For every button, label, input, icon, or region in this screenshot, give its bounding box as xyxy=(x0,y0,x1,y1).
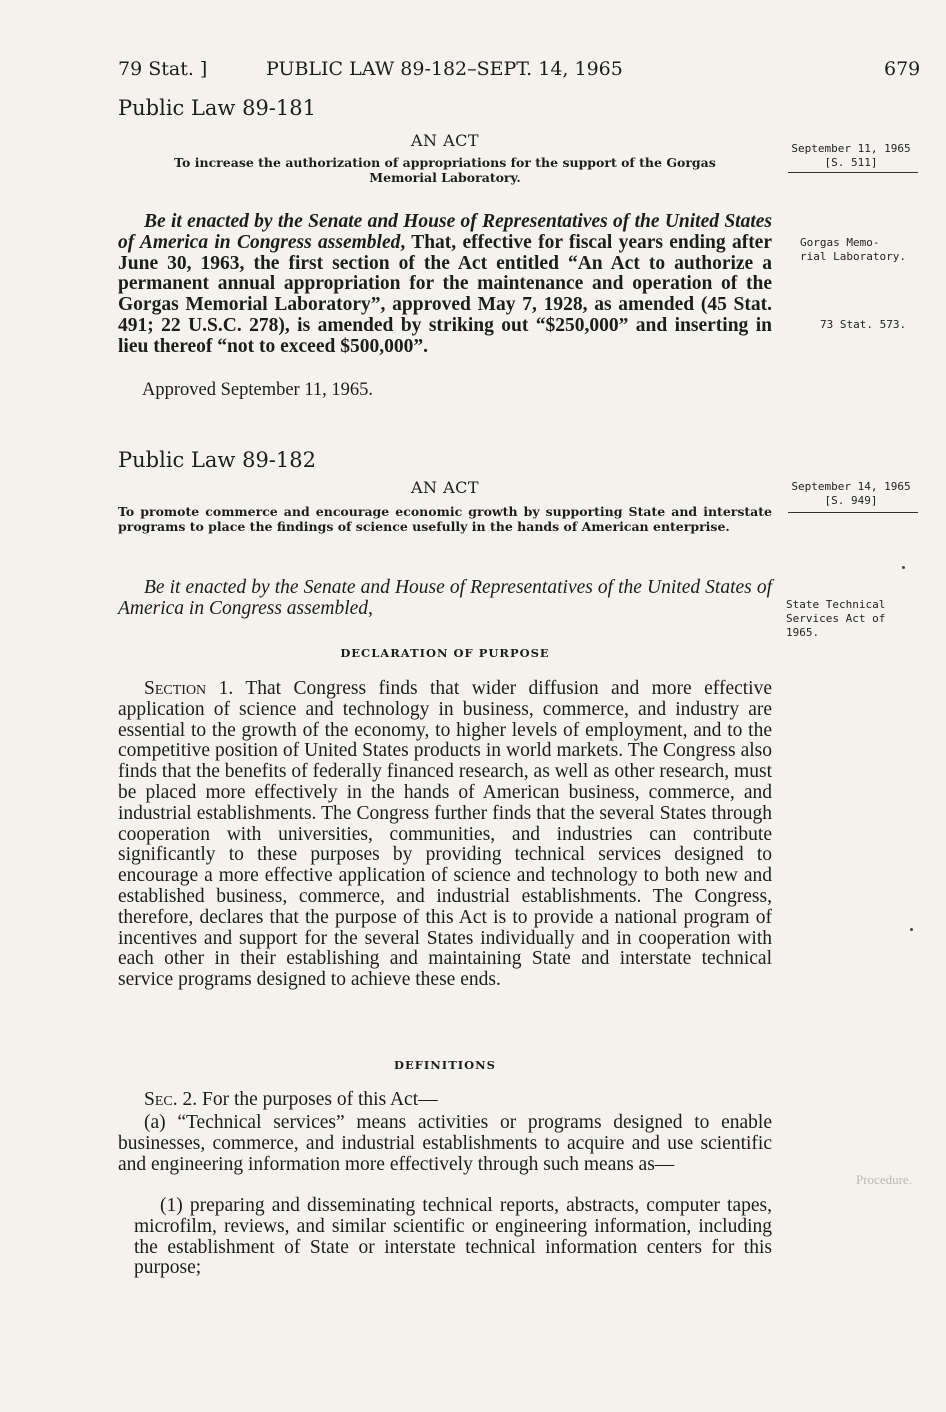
heading-definitions: DEFINITIONS xyxy=(394,1058,496,1072)
law-89-181-margin-date: September 11, 1965 [S. 511] xyxy=(791,142,911,169)
law-89-181-an-act: AN ACT xyxy=(410,131,480,150)
law-89-181-enacting-text: Be it enacted by the Senate and House of Representatives of the United States of America in Congress assembled, That, effective for fiscal years ending after June 30, 1963, the first section of the Act entitled “An Act to authorize a permanent annual appropriation for the maintenance and operation of the Gorgas Memorial Laboratory”, approved May 7, 1928, as amended (45 Stat. 491; 22 U.S.C. 278), is amended by striking out “$250,000” and inserting in lieu thereof “not to exceed $500,000”. xyxy=(118,211,772,357)
margin-rule xyxy=(788,172,918,173)
law-89-182-margin-short-title: State Technical Services Act of 1965. xyxy=(786,598,886,639)
law-89-181-margin-stat: 73 Stat. 573. xyxy=(820,318,907,331)
speck xyxy=(910,928,913,931)
law-89-182-title: Public Law 89-182 xyxy=(118,448,316,472)
section-2a1-text: (1) preparing and disseminating technical reports, abstracts, computer tapes, microfilm, reviews, and similar scientific or engineering information, including the establishment of State or interstate technical information centers for this purpose; xyxy=(134,1195,772,1279)
running-header-volume: 79 Stat. ] xyxy=(118,58,208,80)
law-89-181-title: Public Law 89-181 xyxy=(118,96,316,120)
margin-rule xyxy=(788,512,918,513)
running-header-title: PUBLIC LAW 89-182–SEPT. 14, 1965 xyxy=(266,58,623,80)
section-2-intro: Sec. 2. For the purposes of this Act— xyxy=(144,1089,438,1110)
speck xyxy=(902,566,905,569)
law-89-181-margin-subject: Gorgas Memo- rial Laboratory. xyxy=(800,236,906,263)
law-89-181-approved: Approved September 11, 1965. xyxy=(142,380,374,400)
law-89-182-enacting-clause: Be it enacted by the Senate and House of Representatives of the United States of America in Congress assembled, xyxy=(118,577,772,619)
law-89-182-an-act: AN ACT xyxy=(410,478,480,497)
section-2a-text: (a) “Technical services” means activities or programs designed to enable businesses, commerce, and industrial establishments to acquire and use scientific and engineering information more effectively through such means as— xyxy=(118,1112,772,1175)
bleed-through-margin-note: Procedure. xyxy=(856,1172,912,1187)
law-89-181-purpose: To increase the authorization of appropriations for the support of the Gorgas Memorial Laboratory. xyxy=(174,155,716,185)
law-89-182-purpose: To promote commerce and encourage economic growth by supporting State and interstate programs to place the findings of science usefully in the hands of American enterprise. xyxy=(118,504,772,534)
heading-declaration-of-purpose: DECLARATION OF PURPOSE xyxy=(340,646,550,660)
section-1-text: Section 1. That Congress finds that wider diffusion and more effective application of science and technology in business, commerce, and industry are essential to the growth of the economy, to higher levels of employment, and to the competitive position of United States products in world markets. The Congress also finds that the benefits of federally financed research, as well as other research, must be placed more effectively in the hands of American business, commerce, and industrial establishments. The Congress further finds that the several States through cooperation with universities, communities, and industries can contribute significantly to these purposes by providing technical services designed to encourage a more effective application of science and technology to both new and established business, commerce, and industrial establishments. The Congress, therefore, declares that the purpose of this Act is to provide a national program of incentives and support for the several States individually and in cooperation with each other in their establishing and maintaining State and interstate technical service programs designed to achieve these ends. xyxy=(118,678,772,991)
page-number: 679 xyxy=(884,58,921,80)
law-89-182-margin-date: September 14, 1965 [S. 949] xyxy=(791,480,911,507)
